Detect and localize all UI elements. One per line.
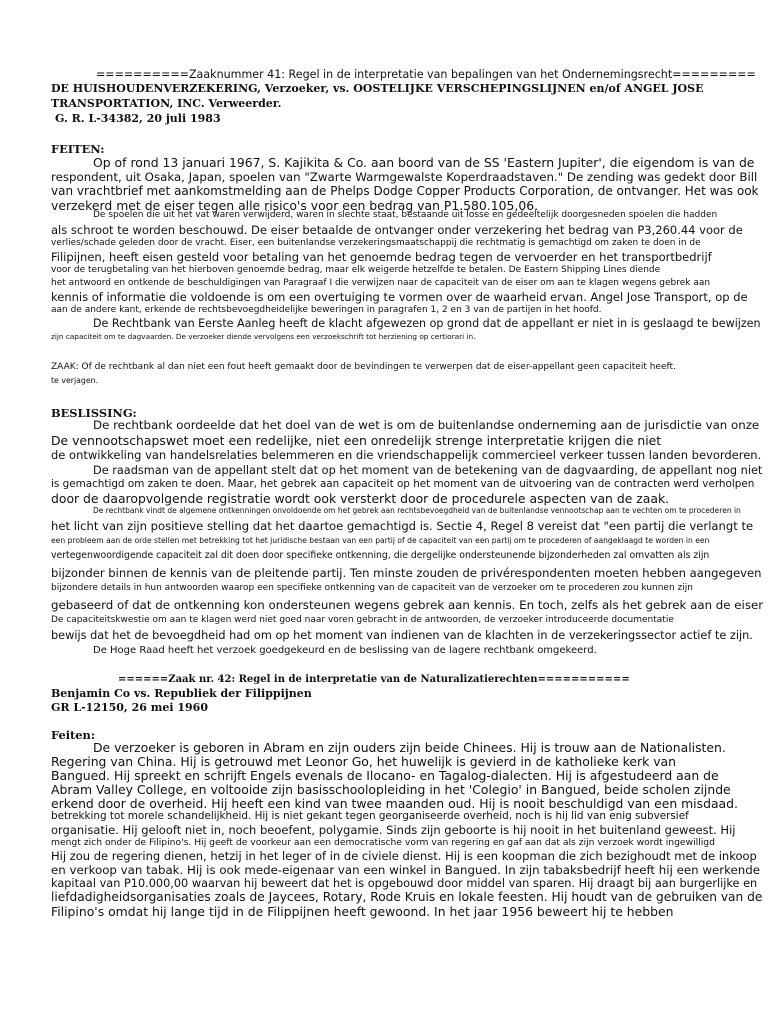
case41-citation: G. R. L-34382, 20 juli 1983 xyxy=(55,112,221,125)
case41-issue: ZAAK: Of de rechtbank al dan niet een fout heeft gemaakt door de bevindingen te verwerpen dat de eiser-appellant geen capaciteit heeft. xyxy=(51,362,676,372)
case42-parties: Benjamin Co vs. Republiek der Filippijnen xyxy=(51,687,312,700)
case41-parties-line2: TRANSPORTATION, INC. Verweerder. xyxy=(51,97,282,110)
case41-facts-line: als schroot te worden beschouwd. De eiser betaalde de ontvanger onder verzekering het bedrag van P3,260.44 voor de xyxy=(51,223,743,237)
case42-facts-line: erkend door de overheid. Hij heeft een kind van twee maanden oud. Hij is nooit beschuldigd van een misdaad. xyxy=(51,796,738,811)
case42-citation: GR L-12150, 26 mei 1960 xyxy=(51,701,208,714)
case42-facts-line: Filipino's omdat hij lange tijd in de Filippijnen heeft gewoond. In het jaar 1956 beweert hij te hebben xyxy=(51,904,674,919)
case41-decision-line: De raadsman van de appellant stelt dat op het moment van de betekening van de dagvaarding, de appellant nog niet xyxy=(93,464,763,477)
case41-facts-line: De spoelen die uit het vat waren verwijderd, waren in slechte staat, bestaande uit losse en gedeeltelijk doorgesneden spoelen die hadden xyxy=(93,210,718,220)
case41-decision-line: De rechtbank vindt de algemene ontkenningen onvoldoende om het gebrek aan rechtsbevoegdheid van de buitenlandse vennootschap aan te vechten om te procederen in xyxy=(93,506,741,515)
case42-facts-line: Bangued. Hij spreekt en schrijft Engels evenals de Ilocano- en Tagalog-dialecten. Hij is afgestudeerd aan de xyxy=(51,768,719,783)
case41-decision-line: De Hoge Raad heeft het verzoek goedgekeurd en de beslissing van de lagere rechtbank omgekeerd. xyxy=(93,645,597,656)
case41-facts-heading: FEITEN: xyxy=(51,142,105,156)
case42-facts-line: organisatie. Hij gelooft niet in, noch beoefent, polygamie. Sinds zijn geboorte is hij nooit in het buitenland geweest. Hij xyxy=(51,823,736,837)
case41-decision-line: bewijs dat het de bevoegdheid had om op het moment van indienen van de klachten in de verzekeringssector actief te zijn. xyxy=(51,629,753,642)
case41-decision-heading: BESLISSING: xyxy=(51,406,137,420)
case41-decision-line: vertegenwoordigende capaciteit zal dit doen door specifieke ontkenning, die dergelijke ondersteunende bijzonderheden zal omvatten als zijn xyxy=(51,550,710,561)
case42-facts-line: liefdadigheidsorganisaties zoals de Jaycees, Rotary, Rode Kruis en lokale feesten. Hij houdt van de gebruiken van de xyxy=(51,890,763,904)
case41-facts-line: aan de andere kant, erkende de rechtsbevoegdheidelijke beweringen in paragrafen 1, 2 en 3 van de partijen in het hoofd. xyxy=(51,305,602,315)
case41-facts-line: verlies/schade geleden door de vracht. Eiser, een buitenlandse verzekeringsmaatschappij die rechtmatig is gemachtigd om zaken te doen in de xyxy=(51,238,701,248)
case41-facts-line: kennis of informatie die voldoende is om een overtuiging te vormen over de waarheid ervan. Angel Jose Transport, op de xyxy=(51,290,748,304)
case41-facts-line: van vrachtbrief met aankomstmelding aan de Phelps Dodge Copper Products Corporation, de ontvanger. Het was ook xyxy=(51,184,759,198)
case42-facts-line: mengt zich onder de Filipino's. Hij geeft de voorkeur aan een democratische vorm van regering en gaf aan dat als zijn verzoek wordt ingewilligd xyxy=(51,837,715,848)
case41-facts-line: Op of rond 13 januari 1967, S. Kajikita & Co. aan boord van de SS 'Eastern Jupiter', die eigendom is van de xyxy=(93,155,755,170)
case41-banner: ==========Zaaknummer 41: Regel in de interpretatie van bepalingen van het Ondernemingsrecht========= xyxy=(96,68,756,81)
case41-decision-line: De capaciteitskwestie om aan te klagen werd niet goed naar voren gebracht in de antwoorden, de verzoeker introduceerde documentatie xyxy=(51,615,674,625)
case42-banner: ======Zaak nr. 42: Regel in de interpretatie van de Naturalizatierechten=========== xyxy=(118,674,630,685)
case41-facts-line: voor de terugbetaling van het hierboven genoemde bedrag, maar elk weigerde hetzelfde te betalen. De Eastern Shipping Lines diende xyxy=(51,265,661,275)
case41-decision-line: het licht van zijn positieve stelling dat het daartoe gemachtigd is. Sectie 4, Regel 8 vereist dat "een partij die verlangt te xyxy=(51,519,754,533)
case42-facts-line: betrekking tot morele schandelijkheid. Hij is niet gekant tegen georganiseerde overheid, noch is hij lid van enig subversief xyxy=(51,810,689,822)
case42-facts-line: Regering van China. Hij is getrouwd met Leonor Go, het huwelijk is gevierd in de katholieke kerk van xyxy=(51,754,676,769)
case42-facts-line: kapitaal van P10.000,00 waarvan hij beweert dat het is opgebouwd door middel van sparen. Hij draagt bij aan burgerlijke en xyxy=(51,877,758,890)
case41-facts-line: verzekerd met de eiser tegen alle risico's voor een bedrag van P1.580.105,06. xyxy=(51,198,539,213)
case42-facts-line: Abram Valley College, en voltooide zijn basisschoolopleiding in het 'Colegio' in Bangued, beide scholen zijnde xyxy=(51,782,731,797)
case42-facts-line: De verzoeker is geboren in Abram en zijn ouders zijn beide Chinees. Hij is trouw aan de Nationalisten. xyxy=(93,740,726,755)
case41-decision-line: is gemachtigd om zaken te doen. Maar, het gebrek aan capaciteit op het moment van de uitvoering van de contracten werd verholpen xyxy=(51,478,755,490)
case42-facts-line: en verkoop van tabak. Hij is ook mede-eigenaar van een winkel in Bangued. In zijn tabaksbedrijf heeft hij een werkende xyxy=(51,863,760,877)
case42-facts-heading: Feiten: xyxy=(51,728,96,742)
case41-facts-line: Filipijnen, heeft eisen gesteld voor betaling van het genoemde bedrag tegen de vervoerder en het transportbedrijf xyxy=(51,250,712,264)
case41-decision-line: bijzondere details in hun antwoorden waarop een specifieke ontkenning van de capaciteit van de verzoeker om te procederen zou kunnen zijn xyxy=(51,583,693,593)
case41-facts-line: De Rechtbank van Eerste Aanleg heeft de klacht afgewezen op grond dat de appellant er niet in is geslaagd te bewijzen xyxy=(93,317,761,330)
case41-decision-line: De vennootschapswet moet een redelijke, niet een onredelijk strenge interpretatie krijgen die niet xyxy=(51,433,662,448)
case41-decision-line: De rechtbank oordeelde dat het doel van de wet is om de buitenlandse onderneming aan de jurisdictie van onze xyxy=(93,418,760,432)
case41-decision-line: een probleem aan de orde stellen met betrekking tot het juridische bestaan van een partij of de capaciteit van een partij om te procederen of aangeklaagd te worden in een xyxy=(51,536,710,545)
case41-facts-line: respondent, uit Osaka, Japan, spoelen van "Zwarte Warmgewalste Koperdraadstaven." De zending was gedekt door Bill xyxy=(51,170,758,184)
case41-decision-line: de ontwikkeling van handelsrelaties belemmeren en die vriendschappelijk commercieel verkeer tussen landen bevorderen. xyxy=(51,448,762,462)
case41-facts-line: zijn capaciteit om te dagvaarden. De verzoeker diende vervolgens een verzoekschrift tot herziening op certiorari in. xyxy=(51,332,476,341)
case41-parties-line1: DE HUISHOUDENVERZEKERING, Verzoeker, vs. OOSTELIJKE VERSCHEPINGSLIJNEN en/of ANGEL JOSE xyxy=(51,82,704,95)
case41-decision-line: door de daaropvolgende registratie wordt ook versterkt door de procedurele aspecten van de zaak. xyxy=(51,491,670,506)
case41-issue-continuation: te verjagen. xyxy=(51,376,99,385)
case42-facts-line: Hij zou de regering dienen, hetzij in het leger of in de civiele dienst. Hij is een koopman die zich bezighoudt met de inkoop xyxy=(51,849,757,863)
case41-decision-line: gebaseerd of dat de ontkenning kon ondersteunen wegens gebrek aan kennis. En toch, zelfs als het gebrek aan de eiser xyxy=(51,598,764,612)
case41-decision-line: bijzonder binnen de kennis van de pleitende partij. Ten minste zouden de privérespondenten moeten hebben aangegeven xyxy=(51,566,762,580)
case41-facts-line: het antwoord en ontkende de beschuldigingen van Paragraaf I die verwijzen naar de capaciteit van de eiser om aan te klagen wegens gebrek aan xyxy=(51,278,711,288)
